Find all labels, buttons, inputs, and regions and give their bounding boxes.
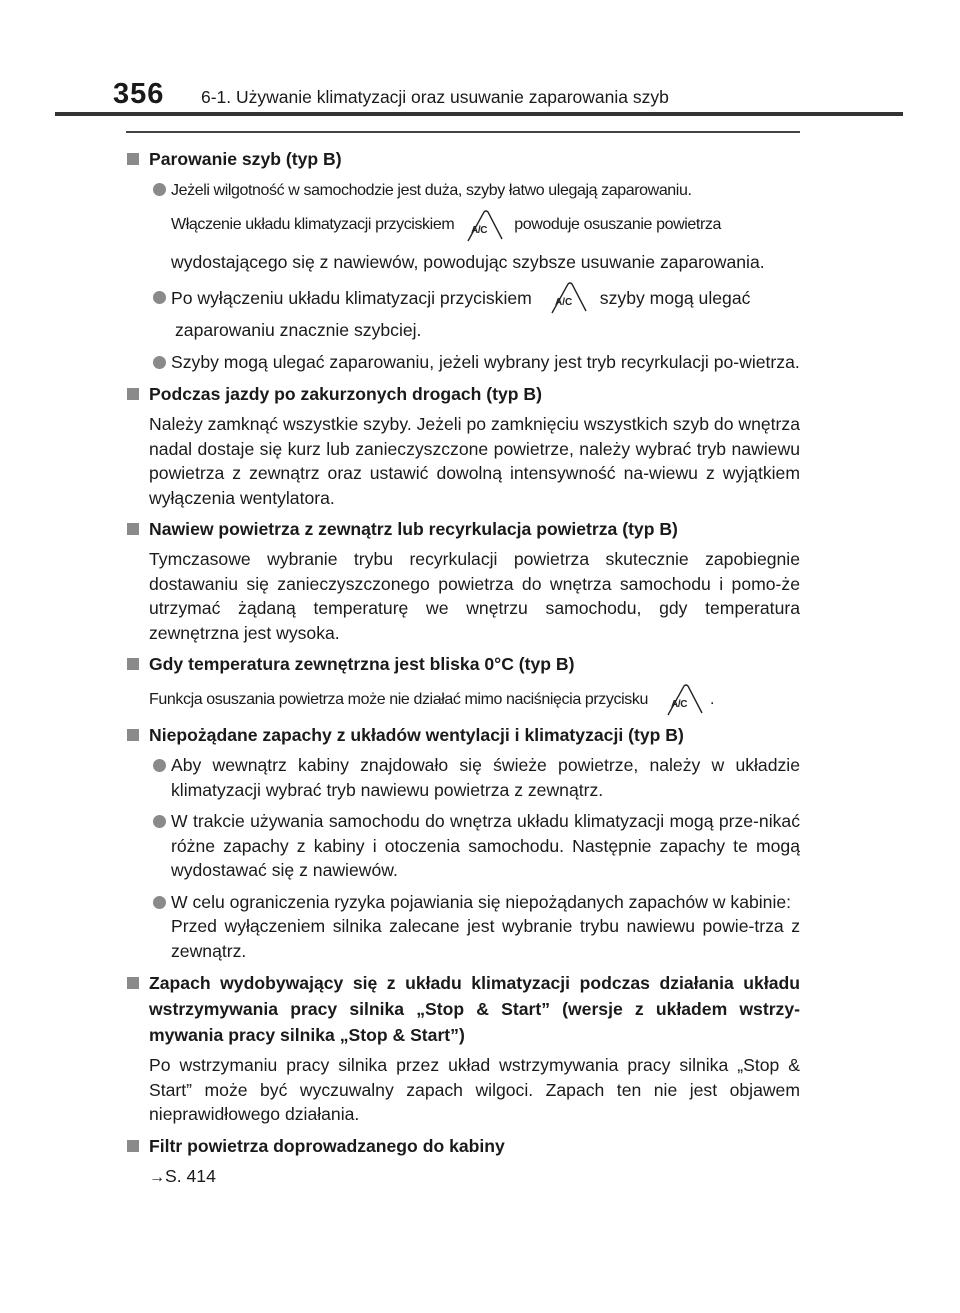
round-bullet-icon bbox=[153, 183, 166, 196]
svg-text:A/C: A/C bbox=[670, 699, 687, 710]
page-reference: S. 414 bbox=[165, 1165, 216, 1186]
list-item: Szyby mogą ulegać zaparowaniu, jeżeli wybrany jest tryb recyrkulacji po-wietrza. bbox=[123, 350, 800, 375]
section-heading: Podczas jazdy po zakurzonych drogach (typ B) bbox=[123, 381, 800, 407]
section-heading: Filtr powietrza doprowadzanego do kabiny bbox=[123, 1133, 800, 1159]
section-rule bbox=[126, 131, 800, 133]
paragraph: Należy zamknąć wszystkie szyby. Jeżeli po zamknięciu wszystkich szyb do wnętrza nadal dostaje się kurz lub zanieczyszczone powietrze, należy wybrać tryb nawiewu powietrza z zewnątrz oraz ustawić dowolną intensywność na-wiewu z wyjątkiem wyłączenia wentylatora. bbox=[149, 414, 800, 508]
page-number: 356 bbox=[113, 78, 165, 110]
paragraph: Po wstrzymaniu pracy silnika przez układ wstrzymywania pracy silnika „Stop & Start” może być wyczuwalny zapach wilgoci. Zapach ten nie jest objawem nieprawidłowego działania. bbox=[149, 1055, 800, 1124]
header-rule bbox=[55, 112, 903, 116]
list-item: W celu ograniczenia ryzyka pojawiania się niepożądanych zapachów w kabinie: Przed wyłączeniem silnika zalecane jest wybranie trybu nawiewu powie-trza z zewnątrz. bbox=[123, 890, 800, 964]
ac-button-icon bbox=[546, 281, 590, 315]
section-heading: Zapach wydobywający się z układu klimatyzacji podczas działania układu wstrzymywania pracy silnika „Stop & Start” (wersje z układem wstrzy-mywania pracy silnika „Stop & Start”) bbox=[123, 970, 800, 1048]
cross-reference bbox=[123, 1164, 800, 1191]
square-bullet-icon bbox=[127, 977, 139, 989]
square-bullet-icon bbox=[127, 729, 139, 741]
page-content bbox=[123, 143, 800, 1196]
chapter-title: 6-1. Używanie klimatyzacji oraz usuwanie zaparowania szyb bbox=[201, 87, 669, 107]
round-bullet-icon bbox=[153, 896, 166, 909]
list-item: Jeżeli wilgotność w samochodzie jest duża, szyby łatwo ulegają zaparowaniu. Włączenie układu klimatyzacji przyciskiem A/C powoduje osuszanie powietrza wydostającego się z nawiewów, powodując szybsze usuwanie zaparowania. bbox=[123, 177, 800, 274]
list-item: Po wyłączeniu układu klimatyzacji przyciskiem A/C szyby mogą ulegać zaparowaniu znacznie szybciej. bbox=[123, 280, 800, 343]
paragraph: Funkcja osuszania powietrza może nie działać mimo naciśnięcia przycisku A/C . bbox=[123, 682, 800, 718]
round-bullet-icon bbox=[153, 356, 166, 369]
list-item: W trakcie używania samochodu do wnętrza układu klimatyzacji mogą prze-nikać różne zapachy z kabiny i otoczenia samochodu. Następnie zapachy te mogą wydostawać się z nawiewów. bbox=[123, 809, 800, 883]
section-heading: Niepożądane zapachy z układów wentylacji i klimatyzacji (typ B) bbox=[123, 722, 800, 748]
square-bullet-icon bbox=[127, 388, 139, 400]
arrow-right-icon: → bbox=[149, 1168, 165, 1186]
svg-text:A/C: A/C bbox=[554, 297, 573, 308]
square-bullet-icon bbox=[127, 1140, 139, 1152]
ac-button-icon bbox=[662, 683, 706, 717]
ac-button-icon bbox=[462, 209, 506, 243]
square-bullet-icon bbox=[127, 658, 139, 670]
round-bullet-icon bbox=[153, 291, 166, 304]
square-bullet-icon bbox=[127, 523, 139, 535]
round-bullet-icon bbox=[153, 759, 166, 772]
paragraph: Tymczasowe wybranie trybu recyrkulacji powietrza skutecznie zapobiegnie dostawaniu się zanieczyszczonego powietrza do wnętrza samochodu i pomo-że utrzymać żądaną temperaturę we wnętrzu samochodu, gdy temperatura zewnętrzna jest wysoka. bbox=[149, 549, 800, 643]
list-item: Aby wewnątrz kabiny znajdowało się świeże powietrze, należy w układzie klimatyzacji wybrać tryb nawiewu powietrza z zewnątrz. bbox=[123, 753, 800, 802]
section-heading: Gdy temperatura zewnętrzna jest bliska 0°C (typ B) bbox=[123, 651, 800, 677]
page-header bbox=[113, 78, 669, 112]
svg-text:A/C: A/C bbox=[471, 224, 488, 236]
square-bullet-icon bbox=[127, 153, 139, 165]
section-heading: Nawiew powietrza z zewnątrz lub recyrkulacja powietrza (typ B) bbox=[123, 516, 800, 542]
round-bullet-icon bbox=[153, 815, 166, 828]
section-heading: Parowanie szyb (typ B) bbox=[123, 146, 800, 172]
